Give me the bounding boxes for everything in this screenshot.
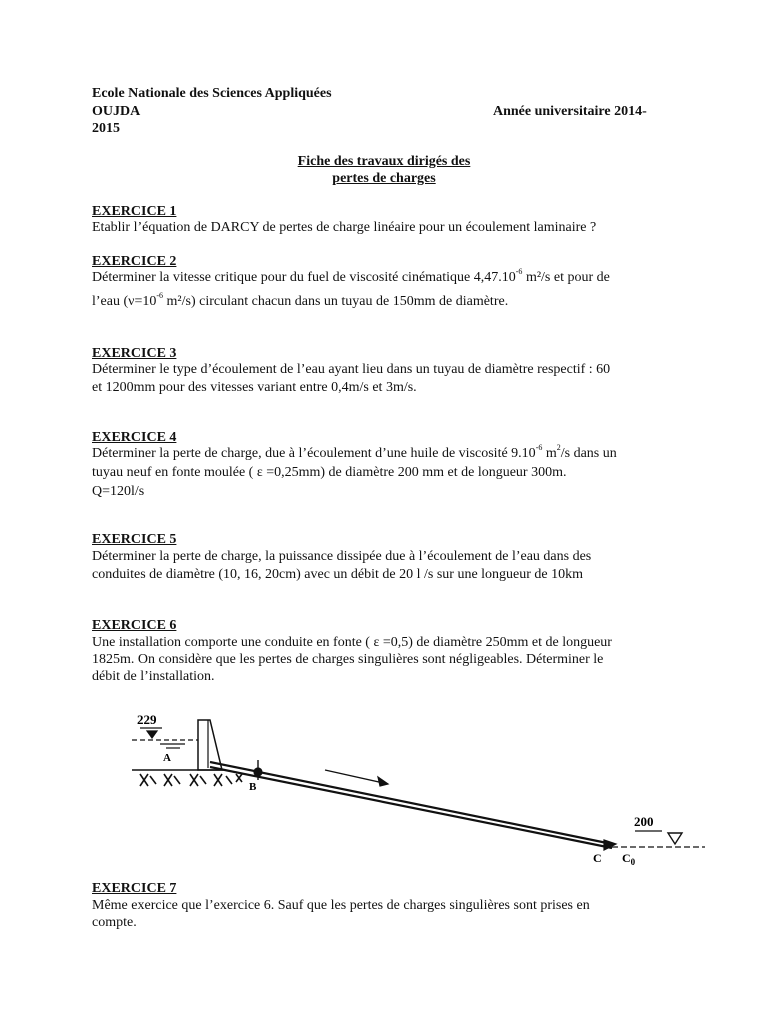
exercise-2-line1: Déterminer la vitesse critique pour du fuel de viscosité cinématique $4,47.10^{-6}$ m²/s et pour de: [92, 267, 610, 285]
level-229-label: 229: [137, 712, 157, 727]
point-c-label: C: [593, 851, 602, 865]
document-title-line1: Fiche des travaux dirigés des: [297, 154, 471, 169]
level-200-label: 200: [634, 814, 654, 829]
exercise-5-line1: Déterminer la perte de charge, la puissance dissipée due à l’écoulement de l’eau dans des: [92, 549, 592, 564]
bottom-level-triangle: [668, 833, 682, 844]
pipe-lower-edge: [210, 767, 612, 848]
exercise-1-text: Etablir l’équation de DARCY de pertes de charge linéaire pour un écoulement laminaire ?: [92, 220, 597, 235]
point-a-label: A: [163, 752, 171, 764]
point-b-label: B: [249, 781, 257, 793]
exercise-3-heading: EXERCICE 3: [92, 346, 177, 361]
exercise-5-heading: EXERCICE 5: [92, 532, 177, 547]
academic-year-continued: 2015: [92, 121, 120, 136]
point-c0-label: $C_0$: [622, 851, 636, 867]
exercise-6-heading: EXERCICE 6: [92, 618, 177, 633]
city-name: OUJDA: [92, 104, 141, 119]
school-name: Ecole Nationale des Sciences Appliquées: [92, 86, 332, 101]
exercise-1-heading: EXERCICE 1: [92, 204, 177, 219]
top-level-triangle: [147, 731, 157, 738]
exercise-6-line2: 1825m. On considère que les pertes de charges singulières sont négligeables. Déterminer le: [92, 652, 604, 667]
exercise-4-line2: tuyau neuf en fonte moulée ( ε =0,25mm) de diamètre 200 mm et de longueur 300m.: [92, 465, 567, 480]
document-title-line2: pertes de charges: [332, 171, 436, 186]
exercise-5-line2: conduites de diamètre (10, 16, 20cm) avec un débit de 20 l /s sur une longueur de 10km: [92, 567, 584, 582]
ground-hatching: [140, 774, 242, 786]
exercise-6-line3: débit de l’installation.: [92, 669, 215, 684]
exercise-2-line2: l’eau ($\nu=10^{-6}$ m²/s) circulant chacun dans un tuyau de 150mm de diamètre.: [92, 291, 509, 309]
exercise-7-line1: Même exercice que l’exercice 6. Sauf que les pertes de charges singulières sont prises en: [92, 898, 590, 913]
pipeline-figure: [0, 700, 768, 870]
exercise-4-line1: Déterminer la perte de charge, due à l’écoulement d’une huile de viscosité $9.10^{-6}$ $m^2/s$ dans un: [92, 443, 617, 461]
exercise-7-heading: EXERCICE 7: [92, 881, 177, 896]
flow-arrow-head: [378, 777, 388, 786]
exercise-3-line2: et 1200mm pour des vitesses variant entre 0,4m/s et 3m/s.: [92, 380, 417, 395]
exercise-4-line3: Q=120l/s: [92, 484, 145, 499]
exercise-7-line2: compte.: [92, 915, 137, 930]
pipe-upper-edge: [210, 762, 612, 844]
exercise-6-line1: Une installation comporte une conduite en fonte ( ε =0,5) de diamètre 250mm et de longueur: [92, 635, 612, 650]
exercise-3-line1: Déterminer le type d’écoulement de l’eau ayant lieu dans un tuyau de diamètre respectif : 60: [92, 362, 611, 377]
exercise-4-heading: EXERCICE 4: [92, 430, 177, 445]
exercise-2-heading: EXERCICE 2: [92, 254, 177, 269]
academic-year: Année universitaire 2014-: [493, 104, 647, 119]
